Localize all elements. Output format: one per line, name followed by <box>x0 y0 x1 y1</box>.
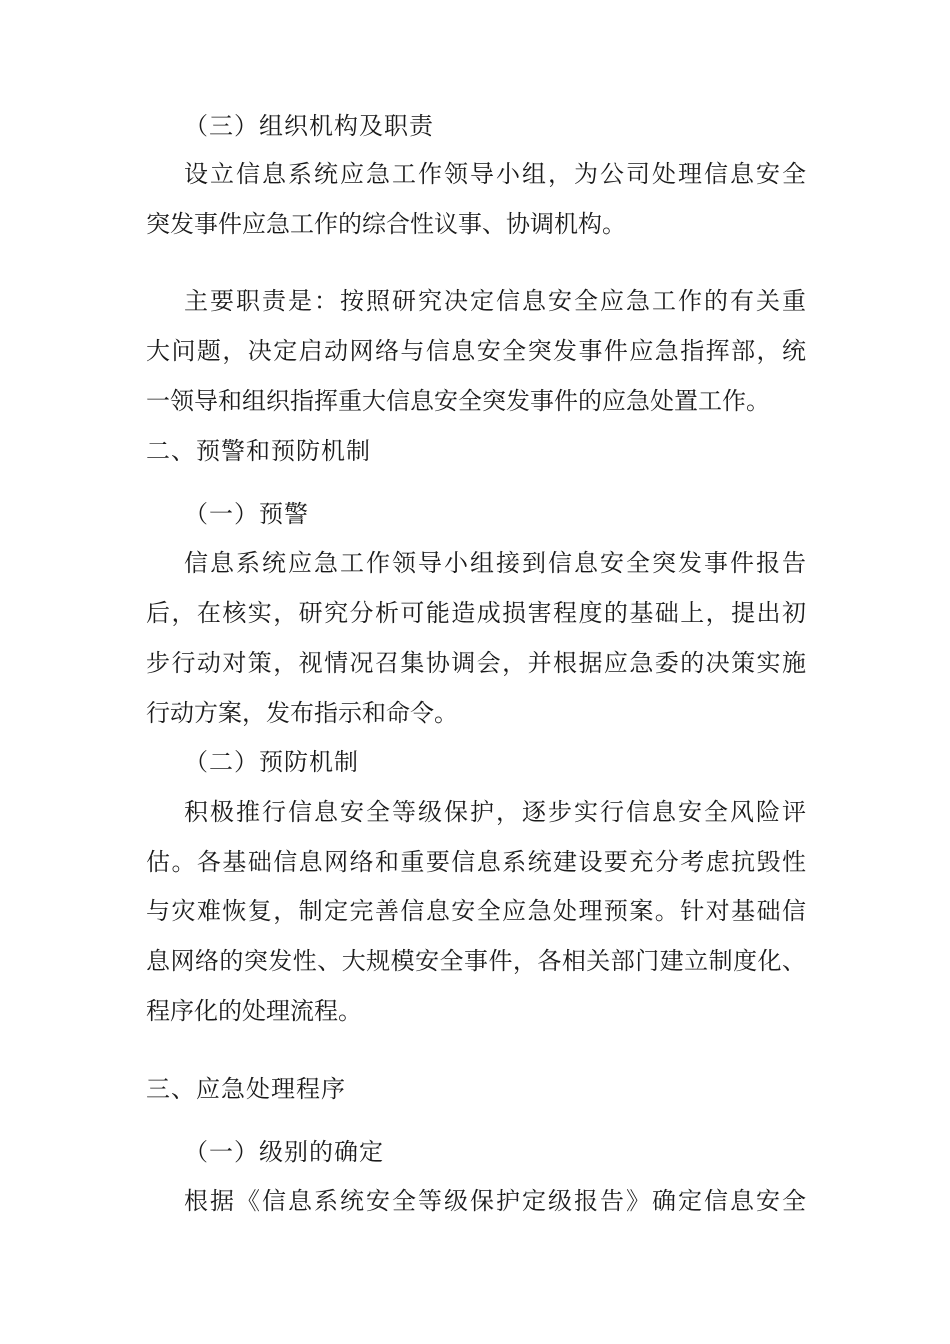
paragraph-line: 主要职责是：按照研究决定信息安全应急工作的有关重 <box>184 287 806 315</box>
paragraph-line: 与灾难恢复，制定完善信息安全应急处理预案。针对基础信 <box>146 897 806 925</box>
subheading-level-determination: （一）级别的确定 <box>184 1138 384 1166</box>
paragraph-line: 信息系统应急工作领导小组接到信息安全突发事件报告 <box>184 549 806 577</box>
paragraph-line: 行动方案，发布指示和命令。 <box>146 699 458 727</box>
paragraph-line: 积极推行信息安全等级保护，逐步实行信息安全风险评 <box>184 798 806 826</box>
paragraph-line: 步行动对策，视情况召集协调会，并根据应急委的决策实施 <box>146 649 806 677</box>
heading-warning-prevention: 二、预警和预防机制 <box>146 437 371 465</box>
paragraph-line: 突发事件应急工作的综合性议事、协调机构。 <box>146 210 626 238</box>
paragraph-line: 大问题，决定启动网络与信息安全突发事件应急指挥部，统 <box>146 337 806 365</box>
paragraph-line: 设立信息系统应急工作领导小组，为公司处理信息安全 <box>184 160 806 188</box>
paragraph-line: 根据《信息系统安全等级保护定级报告》确定信息安全 <box>184 1187 806 1215</box>
subheading-warning: （一）预警 <box>184 500 309 528</box>
paragraph-line: 程序化的处理流程。 <box>146 997 362 1025</box>
paragraph-line: 息网络的突发性、大规模安全事件，各相关部门建立制度化、 <box>146 947 806 975</box>
heading-emergency-procedure: 三、应急处理程序 <box>146 1075 346 1103</box>
paragraph-line: 一领导和组织指挥重大信息安全突发事件的应急处置工作。 <box>146 387 770 415</box>
paragraph-line: 估。各基础信息网络和重要信息系统建设要充分考虑抗毁性 <box>146 848 806 876</box>
paragraph-line: 后，在核实，研究分析可能造成损害程度的基础上，提出初 <box>146 599 806 627</box>
subheading-organization: （三）组织机构及职责 <box>184 112 434 140</box>
subheading-prevention: （二）预防机制 <box>184 748 359 776</box>
